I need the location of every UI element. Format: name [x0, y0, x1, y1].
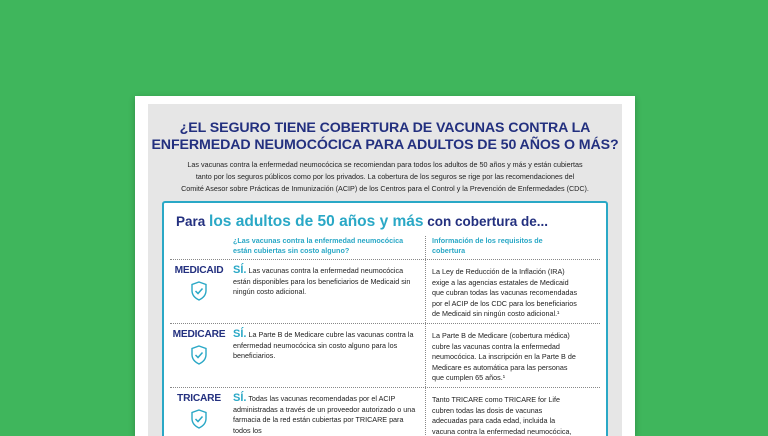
program-cell [170, 329, 228, 365]
document-page [135, 96, 635, 436]
shield-check-icon [190, 345, 208, 365]
column-header-coverage: ¿Las vacunas contra la enfermedad neumocócica están cubiertas sin costo alguno? [233, 236, 404, 255]
yes-label: SÍ. [233, 264, 247, 276]
row-divider [170, 259, 600, 260]
coverage-cell [233, 265, 417, 298]
coverage-text: Las vacunas contra la enfermedad neumocócica están disponibles para los beneficiarios de Medicaid sin ningún costo adicional. [233, 266, 411, 296]
row-divider [170, 387, 600, 388]
intro-line-2: tanto por los seguros públicos como por los privados. La cobertura de los seguros se rige por las recomendaciones del [195, 172, 575, 181]
program-name: MEDICARE [172, 329, 226, 340]
program-name: MEDICAID [174, 265, 224, 276]
document-panel [148, 104, 622, 436]
title-line-1: ¿EL SEGURO TIENE COBERTURA DE VACUNAS CONTRA LA [179, 120, 591, 136]
requirements-cell: Tanto TRICARE como TRICARE for Life cubren todas las dosis de vacunas adecuadas para cada edad, incluida la vacuna contra la enfermedad neumocócica, [432, 395, 572, 436]
card-title [176, 213, 548, 231]
card-title-prefix: Para [176, 214, 210, 229]
requirements-cell: La Ley de Reducción de la Inflación (IRA) exige a las agencias estatales de Medicaid que cubran todas las vacunas recomendadas por el ACIP de los CDC para los beneficiarios de Medicaid sin ningún costo adicional.¹ [432, 267, 578, 318]
intro-line-3: Comité Asesor sobre Prácticas de Inmunización (ACIP) de los Centros para el Control y la Prevención de Enfermedades (CDC). [181, 184, 589, 193]
title-line-2: ENFERMEDAD NEUMOCÓCICA PARA ADULTOS DE 50 AÑOS O MÁS? [151, 137, 619, 153]
column-header-requirements: Información de los requisitos de cobertura [432, 236, 543, 255]
card-title-suffix: con cobertura de... [423, 214, 549, 229]
coverage-text: Todas las vacunas recomendadas por el ACIP administradas a través de un proveedor autorizado o una farmacia de la red están cubiertas por TRICARE para todos los [233, 394, 416, 435]
card-title-highlight: los adultos de 50 años y más [209, 213, 424, 230]
coverage-cell [233, 329, 417, 362]
document-title [148, 120, 622, 154]
coverage-cell [233, 393, 417, 436]
column-divider [425, 236, 426, 436]
coverage-text: La Parte B de Medicare cubre las vacunas contra la enfermedad neumocócica sin costo alguno para los beneficiarios. [233, 330, 414, 360]
coverage-card [162, 201, 608, 436]
program-name: TRICARE [177, 393, 221, 404]
intro-line-1: Las vacunas contra la enfermedad neumocócica se recomiendan para todos los adultos de 50 años y más y están cubiertas [187, 160, 583, 169]
shield-check-icon [190, 281, 208, 301]
intro-paragraph [164, 159, 606, 195]
program-cell [170, 393, 228, 429]
requirements-cell: La Parte B de Medicare (cobertura médica) cubre las vacunas contra la enfermedad neumocócica. La inscripción en la Parte B de Medicare es automática para las personas que cumplen 65 años.¹ [432, 331, 576, 382]
shield-check-icon [190, 409, 208, 429]
row-divider [170, 323, 600, 324]
yes-label: SÍ. [233, 328, 247, 340]
yes-label: SÍ. [233, 392, 247, 404]
program-cell [170, 265, 228, 301]
